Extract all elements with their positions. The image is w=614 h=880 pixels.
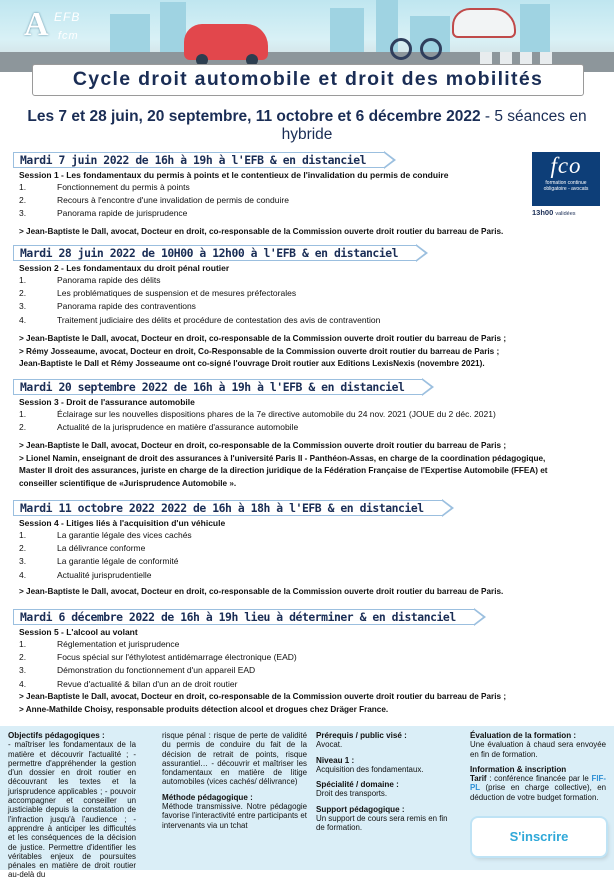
list-item: 1. Fonctionnement du permis à points: [19, 182, 190, 192]
list-item: 2. Recours à l'encontre d'une invalidation de permis de conduire: [19, 195, 289, 206]
session-2-heading: Mardi 28 juin 2022 de 10H00 à 12h00 à l'EFB & en distanciel: [13, 245, 433, 261]
session-2-speakers: > Jean-Baptiste le Dall, avocat, Docteur en droit, co-responsable de la Commission ouverte droit routier du barreau de Paris ; > Rémy Josseaume, avocat, Docteur en droit, Co-Responsable de la Commission ouverte droit routier du barreau de Paris ; Jean-Baptiste le Dall et Rémy Josseaume ont co-signé l'ouvrage Droit routier aux Editions LexisNexis (novembre 2021).: [19, 334, 507, 369]
list-item: 2. Focus spécial sur l'éthylotest antidémarrage électronique (EAD): [19, 652, 297, 663]
page-title-box: [32, 64, 584, 96]
fifpl-link[interactable]: FIF-PL: [470, 774, 606, 793]
session-1-heading: Mardi 7 juin 2022 de 16h à 19h à l'EFB & en distanciel: [13, 152, 433, 168]
session-5-items: [19, 638, 297, 691]
list-item: 2. Actualité de la jurisprudence en matière d'assurance automobile: [19, 422, 299, 433]
arrow-icon: [416, 245, 432, 261]
page-subtitle: [0, 108, 614, 144]
session-2-label: Session 2 - Les fondamentaux du droit pénal routier: [19, 263, 230, 273]
list-item: 1. Réglementation et jurisprudence: [19, 639, 180, 649]
list-item: 1. La garantie légale des vices cachés: [19, 530, 192, 540]
niveau-title: Niveau 1 :: [316, 755, 355, 765]
list-item: 4. Actualité jurisprudentielle: [19, 569, 152, 580]
objectifs-text: - maîtriser les fondamentaux de la matière et découvrir l'actualité ; - permettre d'appréhender la gestion d'un dossier en droit routier en découvrant les textes et la jurisprudence applicables ; - pouvoir accompagner et conseiller un justiciable depuis la constatation de l'infraction jusqu'à l'audience ; - apprendre à anticiper les difficultés et les conséquences de la décision de justice. Permettre d'identifier les véritables enjeux de poursuites pénales en matière de droit routier au-delà du: [8, 740, 136, 880]
list-item: 3. Panorama rapide de jurisprudence: [19, 208, 188, 219]
session-1-speakers: > Jean-Baptiste le Dall, avocat, Docteur en droit, co-responsable de la Commission ouverte droit routier du barreau de Paris.: [19, 227, 504, 236]
fco-badge: [532, 152, 600, 206]
session-3-items: [19, 408, 496, 434]
efb-logo: A EFB fcm: [24, 6, 81, 43]
session-3-heading: Mardi 20 septembre 2022 de 16h à 19h à l'EFB & en distanciel: [13, 379, 433, 395]
session-5-speakers: > Jean-Baptiste le Dall, avocat, Docteur en droit, co-responsable de la Commission ouverte droit routier du barreau de Paris ; > Anne-Mathilde Choisy, responsable produits détection alcool et drogues chez Dräger France.: [19, 692, 507, 714]
header-banner: [0, 0, 614, 72]
session-5-heading: Mardi 6 décembre 2022 de 16h à 19h lieu à déterminer & en distanciel: [13, 609, 433, 625]
session-4-heading: Mardi 11 octobre 2022 2022 de 16h à 18h à l'EFB & en distanciel: [13, 500, 433, 516]
session-4-label: Session 4 - Litiges liés à l'acquisition d'un véhicule: [19, 518, 226, 528]
arrow-icon: [422, 379, 433, 395]
prerequis-column: [316, 731, 458, 833]
session-5-label: Session 5 - L'alcool au volant: [19, 627, 138, 637]
list-item: 3. Démonstration du fonctionnement d'un appareil EAD: [19, 665, 256, 676]
list-item: 4. Revue d'actualité & bilan d'un an de droit routier: [19, 678, 238, 689]
page-title: Cycle droit automobile et droit des mobilités: [72, 68, 544, 90]
specialite-text: Droit des transports.: [316, 789, 388, 799]
objectifs-continued-column: [162, 731, 307, 830]
white-car-illustration: [452, 8, 516, 38]
objectifs-continued-text: risque pénal : risque de perte de validité du permis de conduire du fait de la décision de retrait de points, risque assurantiel… - découvrir et maîtriser les fondamentaux en matière de litige automobiles (vices cachés/ délivrance): [162, 731, 307, 787]
fco-line1: formation continue: [545, 180, 587, 186]
session-4-items: [19, 529, 192, 582]
niveau-text: Acquisition des fondamentaux.: [316, 764, 424, 774]
info-title: Information & inscription: [470, 764, 567, 774]
session-2-items: [19, 274, 380, 327]
session-4-speakers: > Jean-Baptiste le Dall, avocat, Docteur en droit, co-responsable de la Commission ouverte droit routier du barreau de Paris.: [19, 587, 504, 596]
list-item: 2. La délivrance conforme: [19, 543, 146, 554]
prerequis-text: Avocat.: [316, 740, 343, 750]
evaluation-text: Une évaluation à chaud sera envoyée en fin de formation.: [470, 740, 606, 759]
support-title: Support pédagogique :: [316, 804, 405, 814]
session-1-label: Session 1 - Les fondamentaux du permis à points et le contentieux de l'invalidation du permis de conduire: [19, 170, 449, 180]
objectifs-column: [8, 731, 136, 880]
fco-logo-text: fco: [550, 153, 582, 178]
objectifs-title: Objectifs pédagogiques :: [8, 731, 105, 740]
subtitle-format: - 5 séances en hybride: [281, 108, 587, 143]
methode-title: Méthode pédagogique :: [162, 792, 253, 802]
specialite-title: Spécialité / domaine :: [316, 780, 399, 790]
session-1-items: [19, 181, 289, 221]
prerequis-title: Prérequis / public visé :: [316, 731, 407, 740]
list-item: 4. Traitement judiciaire des délits et procédure de contestation des avis de contravention: [19, 314, 381, 325]
list-item: 1. Éclairage sur les nouvelles dispositions phares de la 7e directive automobile du 24 nov. 2021 (JOUE du 2 déc. 2021): [19, 409, 496, 419]
tarif-text: Tarif : conférence financée par le FIF-PL (prise en charge collective), en déduction de votre budget formation.: [470, 774, 606, 802]
list-item: 2. Les problématiques de suspension et de mesures préfectorales: [19, 288, 297, 299]
evaluation-column: [470, 731, 606, 802]
evaluation-title: Évaluation de la formation :: [470, 731, 577, 740]
list-item: 1. Panorama rapide des délits: [19, 275, 161, 285]
session-3-speakers: > Jean-Baptiste le Dall, avocat, Docteur en droit, co-responsable de la Commission ouverte droit routier du barreau de Paris ; > Lionel Namin, enseignant de droit des assurances à l'université Paris II - Panthéon-Assas, en charge de la coordination pédagogique, Master II droit des assurances, juriste en charge de la direction juridique de la Fédération Française de l'Expertise Automobile (FFEA) et conseiller scientifique de «Jurisprudence Automobile ».: [19, 441, 548, 488]
arrow-icon: [384, 152, 400, 168]
register-button[interactable]: S'inscrire: [472, 818, 606, 856]
support-text: Un support de cours sera remis en fin de formation.: [316, 814, 448, 833]
session-3-label: Session 3 - Droit de l'assurance automobile: [19, 397, 195, 407]
fco-hours: 13h00 validées: [532, 208, 576, 217]
fco-line2: obligatoire - avocats: [543, 186, 589, 192]
list-item: 3. Panorama rapide des contraventions: [19, 301, 196, 312]
subtitle-dates: Les 7 et 28 juin, 20 septembre, 11 octobre et 6 décembre 2022: [27, 108, 481, 125]
methode-text: Méthode transmissive. Notre pédagogie favorise l'interactivité entre participants et intervenants via un tchat: [162, 802, 307, 830]
list-item: 3. La garantie légale de conformité: [19, 556, 179, 567]
